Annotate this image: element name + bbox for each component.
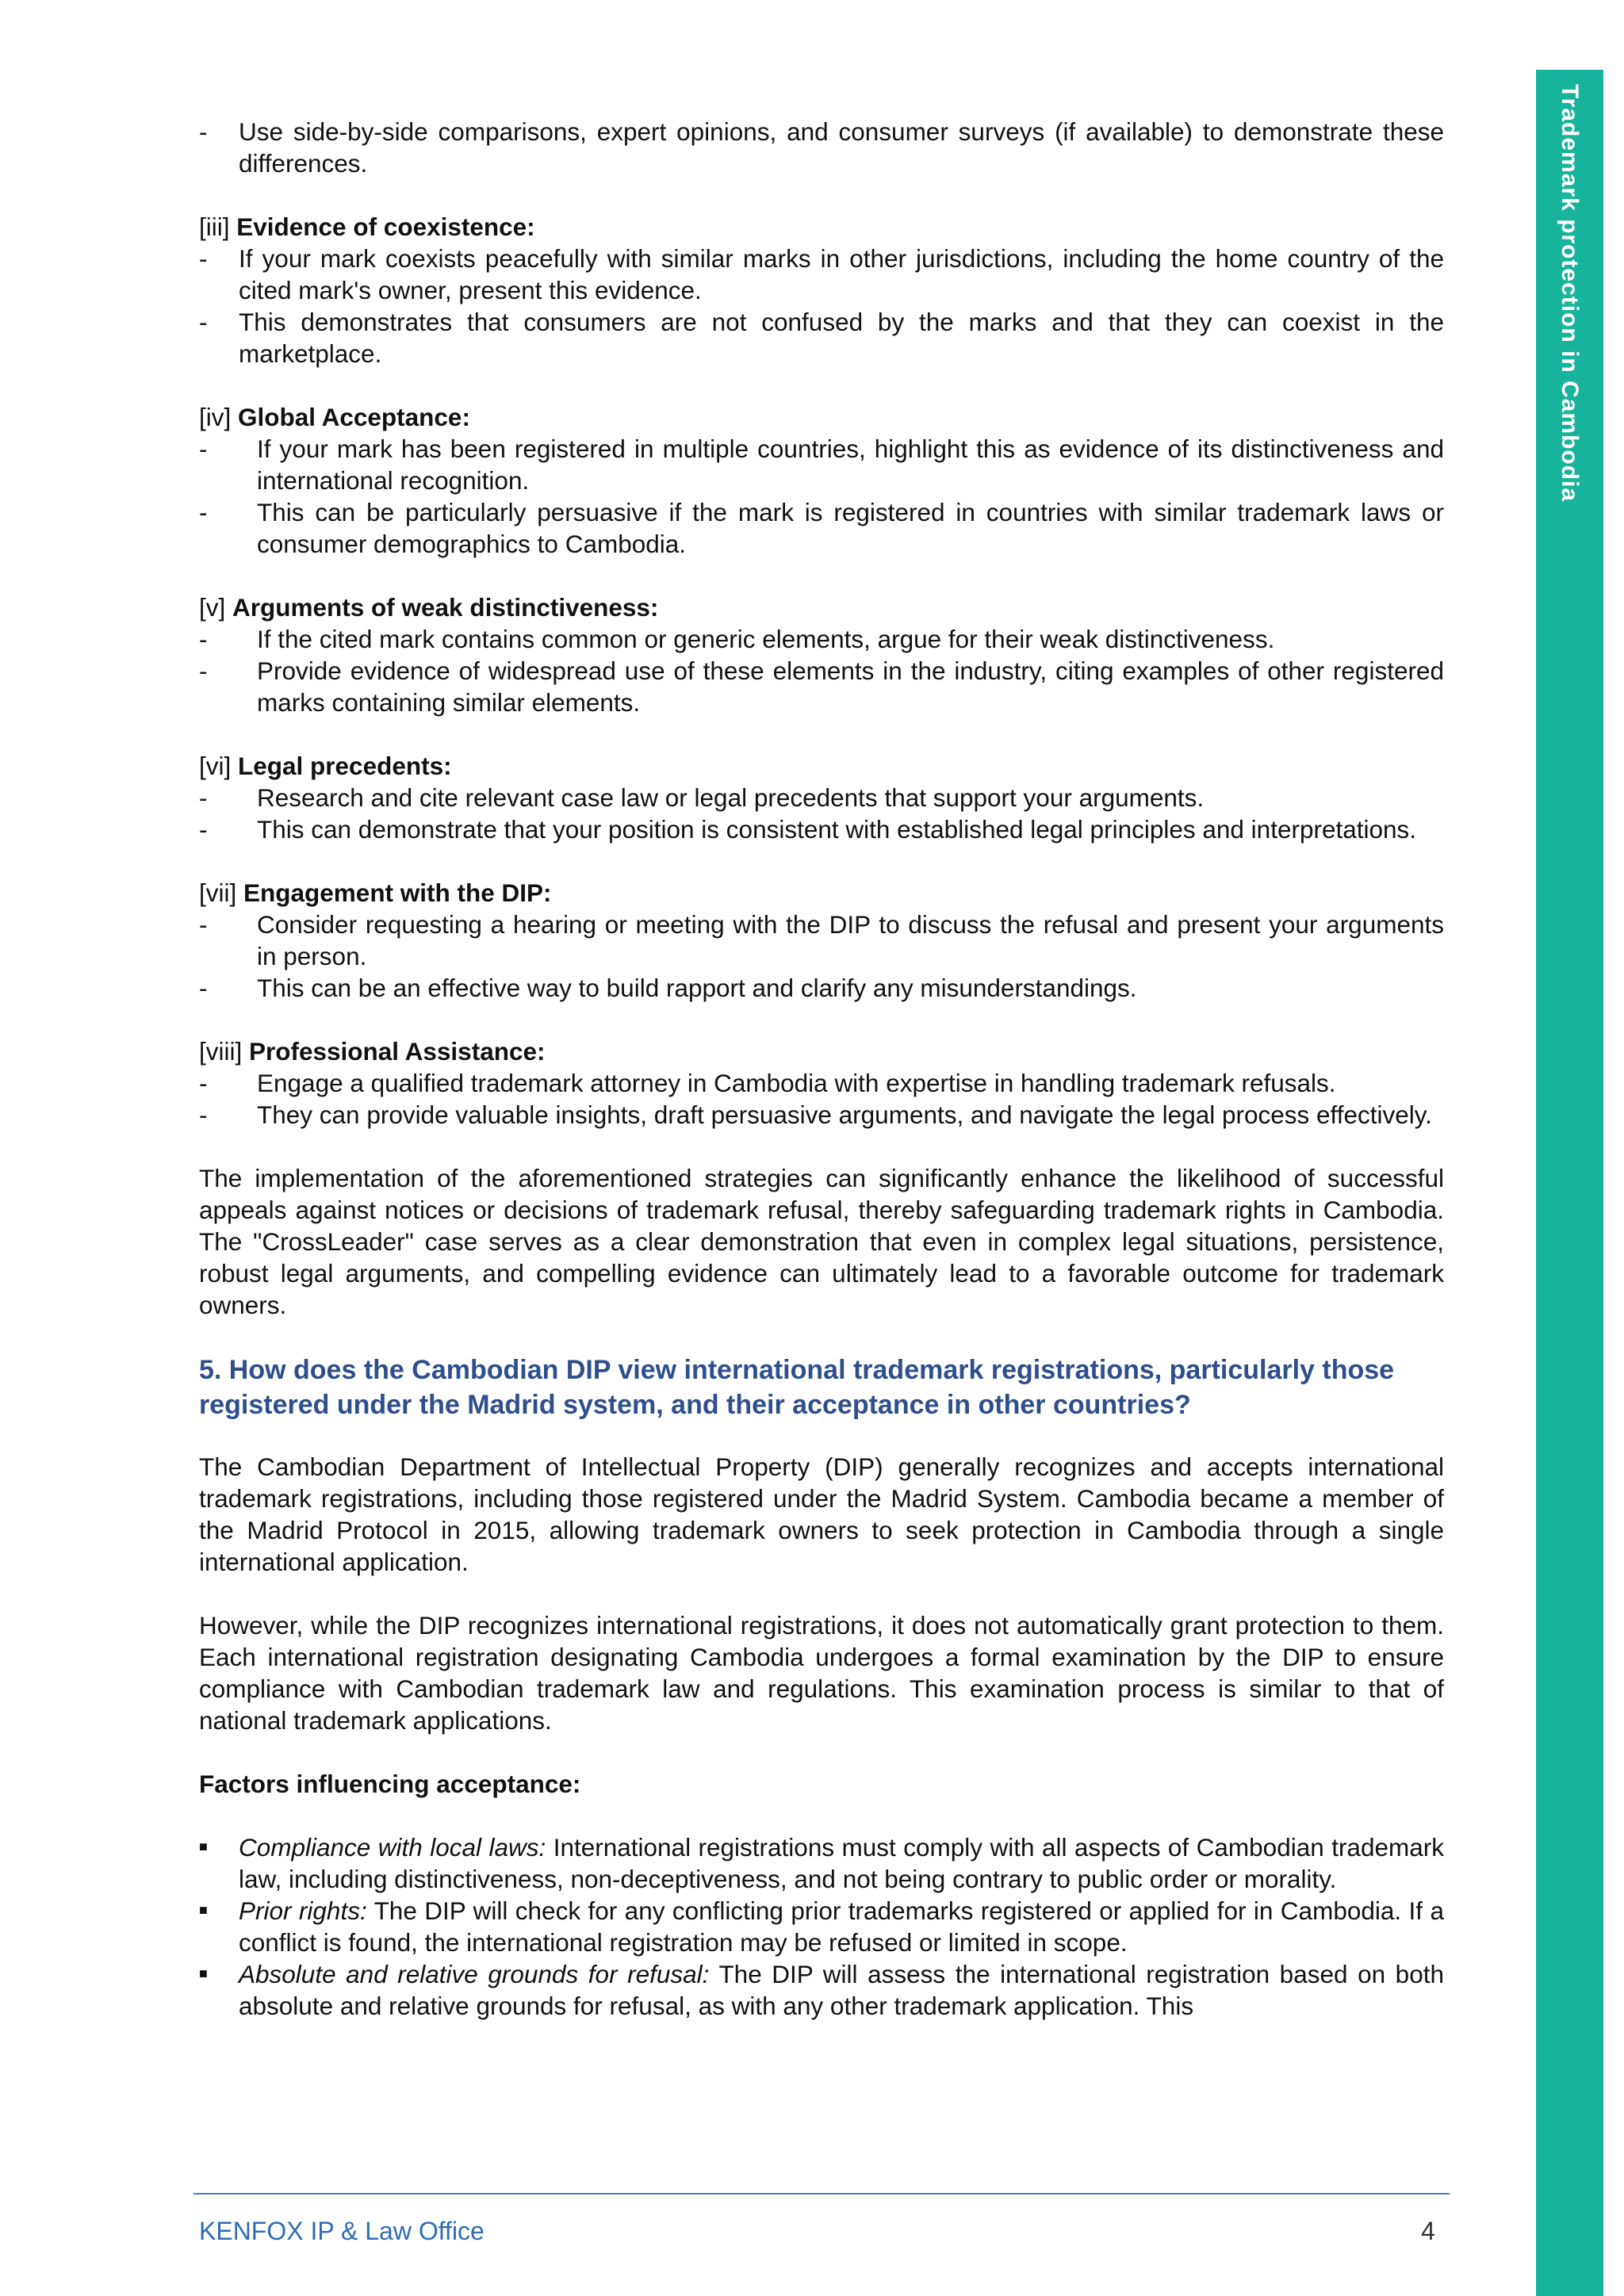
list-item: [199, 1067, 1444, 1099]
list-item: [199, 909, 1444, 972]
section-evidence-of-coexistence: [199, 211, 1444, 369]
bullet-text: Provide evidence of widespread use of these elements in the industry, citing examples of other registered marks containing similar elements.: [257, 656, 1444, 717]
square-bullet-icon: ■: [199, 1965, 208, 1981]
section-number: [v]: [199, 593, 233, 622]
bullet-text: Consider requesting a hearing or meeting with the DIP to discuss the refusal and present your arguments in person.: [257, 910, 1444, 970]
dash-marker: -: [199, 434, 208, 463]
factor-label: Prior rights:: [239, 1896, 367, 1925]
section-professional-assistance: [199, 1035, 1444, 1131]
page-number: 4: [1421, 2217, 1435, 2245]
dash-marker: -: [199, 783, 208, 812]
dash-marker: -: [199, 498, 208, 526]
section-number: [vi]: [199, 752, 239, 780]
bullet-text: This can be an effective way to build rapport and clarify any misunderstandings.: [257, 974, 1137, 1002]
section-heading: [199, 750, 1444, 782]
section-title: Global Acceptance:: [238, 403, 470, 431]
section-title: Evidence of coexistence:: [236, 212, 535, 241]
section-title: Professional Assistance:: [249, 1037, 546, 1066]
top-bullet-list: [199, 116, 1444, 179]
dash-marker: -: [199, 815, 208, 844]
answer-paragraph: The Cambodian Department of Intellectual Property (DIP) generally recognizes and accepts international trademark registrations, including those registered under the Madrid System. Cambodia became a member of the Madrid Protocol in 2015, allowing trademark owners to seek protection in Cambodia through a single international application.: [199, 1452, 1444, 1576]
section-heading: [199, 211, 1444, 243]
section-heading: [199, 1035, 1444, 1067]
list-item: [199, 1099, 1444, 1131]
section-title: Engagement with the DIP:: [243, 878, 552, 907]
section-heading: [199, 877, 1444, 909]
bullet-text: They can provide valuable insights, draft persuasive arguments, and navigate the legal process effectively.: [257, 1100, 1432, 1129]
list-item: [199, 306, 1444, 369]
list-item: [199, 813, 1444, 845]
section-number: [iii]: [199, 212, 237, 241]
footer-divider: [193, 2193, 1450, 2195]
factor-text: The DIP will assess the international registration based on both absolute and relative grounds for refusal, as with any other trademark application. This: [239, 1960, 1444, 2020]
bullet-text: This can demonstrate that your position is consistent with established legal principles and interpretations.: [257, 815, 1417, 844]
list-item: [199, 1895, 1444, 1958]
section-title: Arguments of weak distinctiveness:: [232, 593, 659, 622]
dash-marker: -: [199, 308, 208, 336]
bullet-text: This demonstrates that consumers are not confused by the marks and that they can coexist in the marketplace.: [239, 308, 1444, 368]
list-item: [199, 496, 1444, 560]
section-weak-distinctiveness: [199, 591, 1444, 718]
square-bullet-icon: ■: [199, 1839, 208, 1854]
list-item: [199, 243, 1444, 306]
factor-text: International registrations must comply with all aspects of Cambodian trademark law, including distinctiveness, non-deceptiveness, and not being contrary to public order or morality.: [239, 1833, 1444, 1893]
list-item: [199, 655, 1444, 718]
bullet-text: If your mark has been registered in multiple countries, highlight this as evidence of its distinctiveness and international recognition.: [257, 434, 1444, 495]
footer-firm-name: KENFOX IP & Law Office: [199, 2217, 485, 2245]
square-bullet-icon: ■: [199, 1902, 208, 1918]
document-body: [199, 116, 1444, 2022]
factor-text: The DIP will check for any conflicting prior trademarks registered or applied for in Cambodia. If a conflict is found, the international registration may be refused or limited in scope.: [239, 1896, 1445, 1957]
list-item: [199, 782, 1444, 813]
dash-marker: -: [199, 910, 208, 939]
factors-title: Factors influencing acceptance:: [199, 1770, 581, 1798]
list-item: [199, 1831, 1444, 1895]
factors-list: [199, 1831, 1444, 2022]
answer-paragraph: However, while the DIP recognizes international registrations, it does not automatically grant protection to them. Each international registration designating Cambodia undergoes a formal examination by the DIP to ensure compliance with Cambodian trademark law and regulations. This examination process is similar to that of national trademark applications.: [199, 1611, 1444, 1735]
section-global-acceptance: [199, 401, 1444, 560]
bullet-text: Research and cite relevant case law or legal precedents that support your arguments.: [257, 783, 1205, 812]
bullet-text: Use side-by-side comparisons, expert opinions, and consumer surveys (if available) to demonstrate these differences.: [239, 117, 1444, 178]
section-number: [vii]: [199, 878, 244, 907]
bullet-text: Engage a qualified trademark attorney in Cambodia with expertise in handling trademark refusals.: [257, 1069, 1336, 1097]
factor-label: Absolute and relative grounds for refusal:: [239, 1960, 710, 1988]
dash-marker: -: [199, 1100, 208, 1129]
bullet-text: If the cited mark contains common or generic elements, argue for their weak distinctiveness.: [257, 625, 1275, 653]
conclusion-paragraph: The implementation of the aforementioned strategies can significantly enhance the likelihood of successful appeals against notices or decisions of trademark refusal, thereby safeguarding trademark rights in Cambodia. The "CrossLeader" case serves as a clear demonstration that even in complex legal situations, persistence, robust legal arguments, and compelling evidence can ultimately lead to a favorable outcome for trademark owners.: [199, 1164, 1444, 1319]
dash-marker: -: [199, 1069, 208, 1097]
section-legal-precedents: [199, 750, 1444, 845]
section-title: Legal precedents:: [238, 752, 452, 780]
sidebar-title: Trademark protection in Cambodia: [1557, 84, 1583, 503]
section-engagement-with-dip: [199, 877, 1444, 1004]
list-item: [199, 433, 1444, 496]
list-item: [199, 623, 1444, 655]
dash-marker: -: [199, 974, 208, 1002]
list-item: [199, 972, 1444, 1004]
dash-marker: -: [199, 117, 208, 146]
list-item: [199, 116, 1444, 179]
bullet-text: This can be particularly persuasive if the mark is registered in countries with similar trademark laws or consumer demographics to Cambodia.: [257, 498, 1444, 558]
factor-label: Compliance with local laws:: [239, 1833, 546, 1862]
list-item: [199, 1958, 1444, 2022]
section-heading: [199, 401, 1444, 433]
question-heading: 5. How does the Cambodian DIP view international trademark registrations, particularly those registered under the Madrid system, and their acceptance in other countries?: [199, 1355, 1395, 1420]
section-heading: [199, 591, 1444, 623]
section-number: [viii]: [199, 1037, 249, 1066]
section-number: [iv]: [199, 403, 239, 431]
dash-marker: -: [199, 244, 208, 273]
dash-marker: -: [199, 656, 208, 685]
dash-marker: -: [199, 625, 208, 653]
bullet-text: If your mark coexists peacefully with similar marks in other jurisdictions, including the home country of the cited mark's owner, present this evidence.: [239, 244, 1444, 304]
